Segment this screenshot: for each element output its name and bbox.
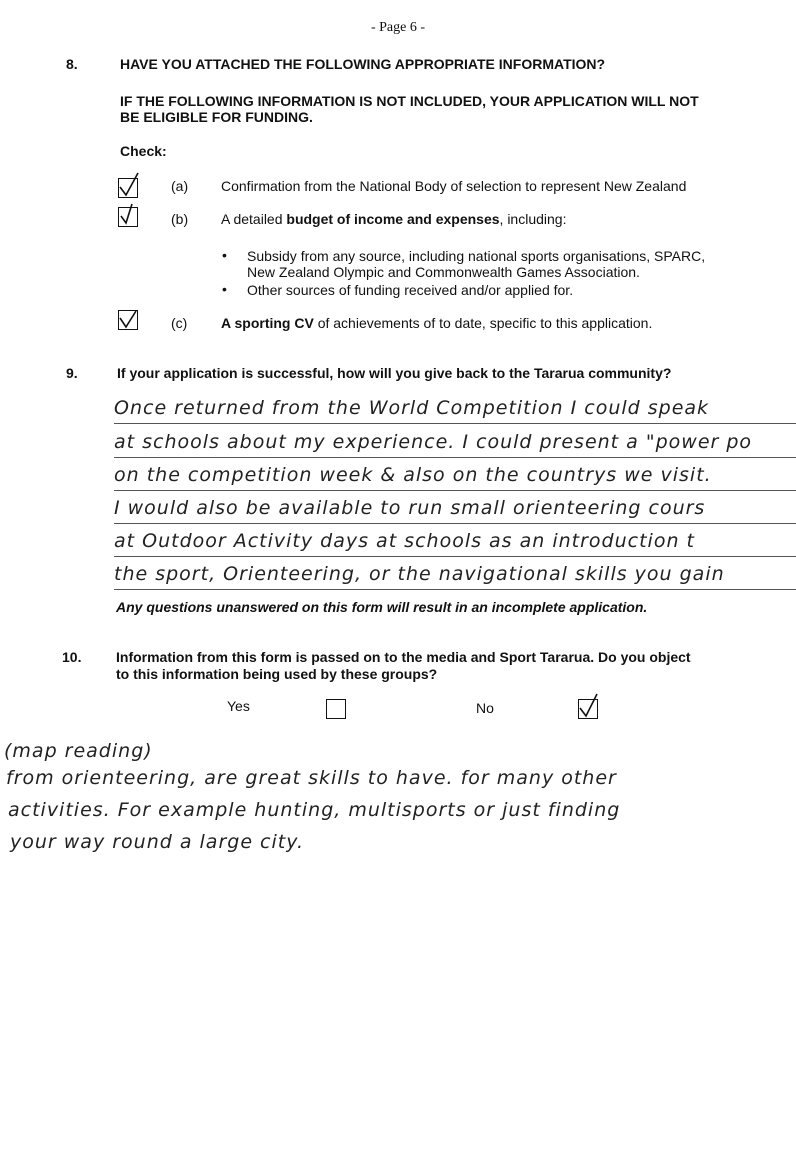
item-c-letter: (c) bbox=[171, 315, 188, 331]
answer-line-5: at Outdoor Activity days at schools as an introduction t bbox=[114, 526, 796, 557]
incomplete-warning: Any questions unanswered on this form will result in an incomplete application. bbox=[116, 599, 648, 615]
q9-question: If your application is successful, how will you give back to the Tararua community? bbox=[117, 365, 672, 381]
item-c-text-post: of achievements of to date, specific to this application. bbox=[313, 315, 653, 331]
q8-check-label: Check: bbox=[120, 143, 167, 159]
q8-title: HAVE YOU ATTACHED THE FOLLOWING APPROPRIATE INFORMATION? bbox=[120, 56, 606, 72]
item-b-text-pre: A detailed bbox=[221, 211, 287, 227]
checkbox-b[interactable] bbox=[118, 207, 138, 227]
answer-line-1: Once returned from the World Competition I could speak bbox=[114, 393, 796, 424]
bullet-dot-icon: • bbox=[222, 281, 227, 297]
continuation-line-1: (map reading) bbox=[4, 740, 153, 762]
yes-checkbox[interactable] bbox=[326, 699, 346, 719]
item-c-text bbox=[221, 315, 652, 331]
checkbox-c[interactable] bbox=[118, 310, 138, 330]
continuation-line-4: your way round a large city. bbox=[10, 831, 305, 853]
answer-line-6: the sport, Orienteering, or the navigational skills you gain bbox=[114, 559, 796, 590]
bullet-1-line1: Subsidy from any source, including national sports organisations, SPARC, bbox=[247, 248, 706, 264]
q10-number: 10. bbox=[62, 649, 82, 665]
q8-warning-line1: IF THE FOLLOWING INFORMATION IS NOT INCLUDED, YOUR APPLICATION WILL NOT bbox=[120, 93, 699, 109]
item-a-text: Confirmation from the National Body of selection to represent New Zealand bbox=[221, 178, 687, 194]
checkmark-icon bbox=[117, 206, 139, 228]
bullet-1-line2: New Zealand Olympic and Commonwealth Games Association. bbox=[247, 264, 640, 280]
q8-number: 8. bbox=[66, 56, 78, 72]
item-b-text-post: , including: bbox=[499, 211, 567, 227]
q10-question-line2: to this information being used by these groups? bbox=[116, 666, 438, 682]
item-a-letter: (a) bbox=[171, 178, 189, 194]
item-b-text-bold: budget of income and expenses bbox=[286, 211, 500, 227]
q8-warning-line2: BE ELIGIBLE FOR FUNDING. bbox=[120, 109, 313, 125]
checkmark-icon bbox=[117, 309, 139, 331]
checkmark-icon bbox=[577, 698, 599, 720]
no-label: No bbox=[476, 700, 494, 716]
item-b-text bbox=[221, 211, 566, 227]
continuation-line-3: activities. For example hunting, multisports or just finding bbox=[8, 799, 621, 821]
bullet-2-line1: Other sources of funding received and/or applied for. bbox=[247, 282, 574, 298]
answer-line-3: on the competition week & also on the countrys we visit. bbox=[114, 460, 796, 491]
continuation-line-2: from orienteering, are great skills to have. for many other bbox=[6, 767, 617, 789]
page-number: - Page 6 - bbox=[370, 20, 426, 35]
answer-line-4: I would also be available to run small orienteering cours bbox=[114, 493, 796, 524]
item-b-letter: (b) bbox=[171, 211, 189, 227]
no-checkbox[interactable] bbox=[578, 699, 598, 719]
answer-line-2: at schools about my experience. I could present a "power po bbox=[114, 427, 796, 458]
yes-label: Yes bbox=[227, 698, 250, 714]
item-c-text-bold: A sporting CV bbox=[221, 315, 314, 331]
q9-number: 9. bbox=[66, 365, 78, 381]
q10-question-line1: Information from this form is passed on to the media and Sport Tararua. Do you object bbox=[116, 649, 691, 665]
checkbox-a[interactable] bbox=[118, 178, 138, 198]
checkmark-icon bbox=[117, 177, 139, 199]
bullet-dot-icon: • bbox=[222, 247, 227, 263]
